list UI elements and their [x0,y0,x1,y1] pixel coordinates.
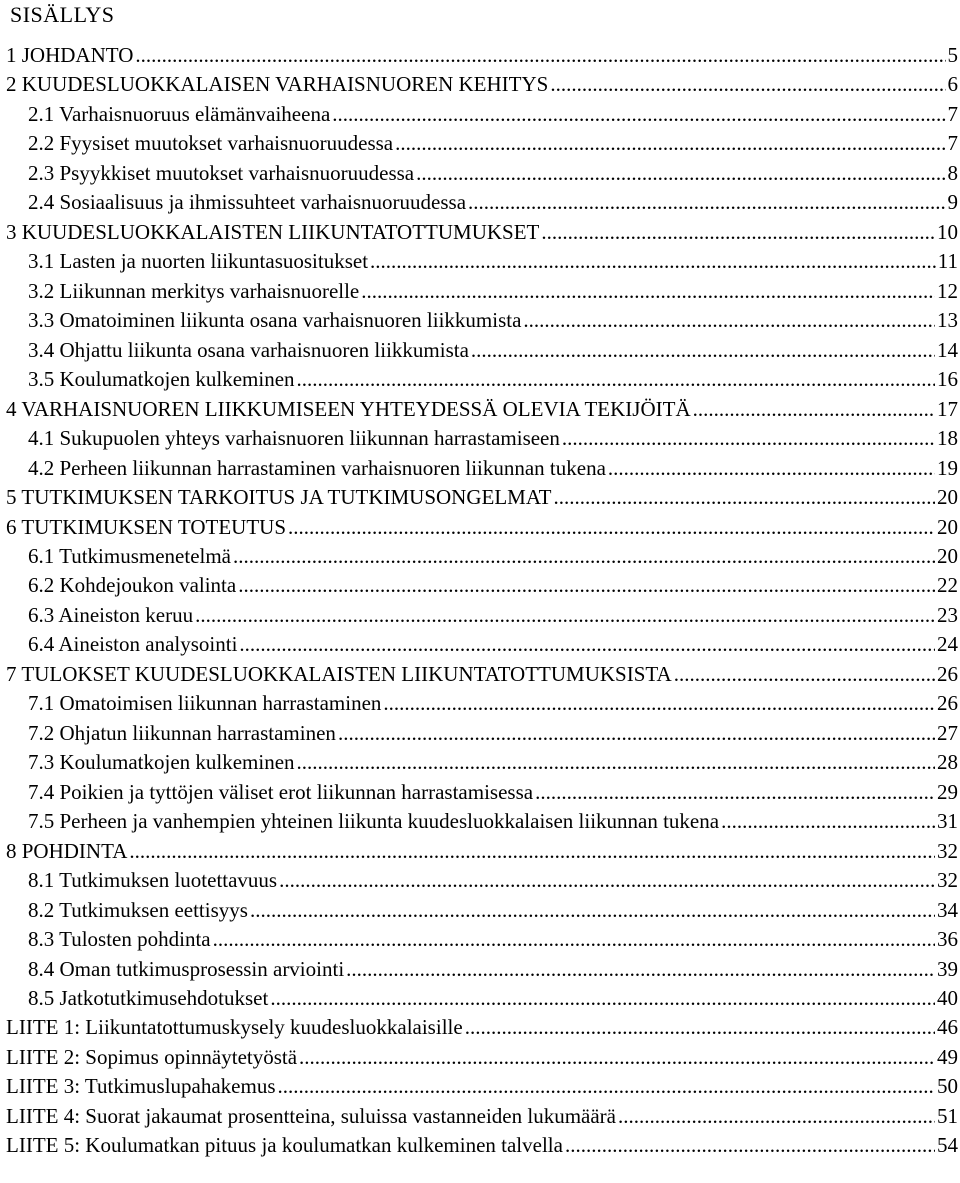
toc-entry-title: 6.1 Tutkimusmenetelmä [28,543,232,568]
toc-page-number: 16 [937,367,958,392]
toc-dot-leader [338,719,935,748]
toc-entry-title: 7.3 Koulumatkojen kulkeminen [28,750,295,775]
toc-section-entry[interactable] [0,454,960,483]
toc-section-entry[interactable] [0,188,960,217]
toc-entry-title: 8.4 Oman tutkimusprosessin arviointi [28,956,345,981]
toc-page-number: 12 [937,278,958,303]
toc-section-entry[interactable] [0,630,960,659]
toc-entry-title: 4.1 Sukupuolen yhteys varhaisnuoren liikunnan harrastamiseen [28,426,560,451]
toc-entry-title: 2.2 Fyysiset muutokset varhaisnuoruudessa [28,131,394,156]
toc-page-number: 20 [937,514,958,539]
toc-entry-title: 6.2 Kohdejoukon valinta [28,573,237,598]
toc-section-entry[interactable] [0,424,960,453]
toc-page-number: 9 [947,190,958,215]
toc-page-number: 7 [947,131,958,156]
toc-dot-leader [129,837,935,866]
toc-page-number: 24 [937,632,958,657]
toc-page-number: 26 [937,661,958,686]
toc-entry-title: 7.1 Omatoimisen liikunnan harrastaminen [28,691,382,716]
toc-section-entry[interactable] [0,925,960,954]
toc-section-entry[interactable] [0,542,960,571]
toc-entry-title: 7.2 Ohjatun liikunnan harrastaminen [28,720,336,745]
toc-page-number: 8 [947,160,958,185]
toc-page-number: 39 [937,956,958,981]
toc-page-number: 20 [937,543,958,568]
toc-entry-title: 8.5 Jatkotutkimusehdotukset [28,986,269,1010]
toc-page-number: 32 [937,868,958,893]
toc-entry-title: 6 TUTKIMUKSEN TOTEUTUS [6,514,287,539]
toc-entry-title: 4 VARHAISNUOREN LIIKKUMISEEN YHTEYDESSÄ OLEVIA TEKIJÖITÄ [6,396,691,421]
toc-section-entry[interactable] [0,719,960,748]
toc-dot-leader [608,454,935,483]
toc-dot-leader [233,542,935,571]
toc-entry-title: LIITE 5: Koulumatkan pituus ja koulumatkan kulkeminen talvella [6,1133,563,1158]
toc-section-entry[interactable] [0,748,960,777]
toc-page-number: 14 [937,337,958,362]
toc-entry-title: 3.2 Liikunnan merkitys varhaisnuorelle [28,278,360,303]
toc-dot-leader [674,660,935,689]
toc-dot-leader [135,41,945,70]
toc-page-number: 22 [937,573,958,598]
toc-dot-leader [468,188,945,217]
toc-entry-title: LIITE 4: Suorat jakaumat prosentteina, suluissa vastanneiden lukumäärä [6,1103,616,1128]
toc-dot-leader [395,129,945,158]
toc-dot-leader [195,601,935,630]
toc-dot-leader [550,70,945,99]
toc-entry-title: 7 TULOKSET KUUDESLUOKKALAISTEN LIIKUNTATOTTUMUKSISTA [6,661,672,686]
toc-appendix-entry[interactable] [0,1043,960,1072]
toc-chapter-entry[interactable] [0,41,960,70]
toc-page-number: 40 [937,986,958,1010]
toc-page-number: 7 [947,101,958,126]
toc-page-number: 29 [937,779,958,804]
toc-section-entry[interactable] [0,866,960,895]
toc-section-entry[interactable] [0,247,960,276]
toc-entry-title: 2.3 Psyykkiset muutokset varhaisnuoruudessa [28,160,415,185]
toc-dot-leader [288,513,935,542]
toc-dot-leader [332,100,945,129]
toc-entry-title: 3.3 Omatoiminen liikunta osana varhaisnuoren liikkumista [28,308,522,333]
toc-section-entry[interactable] [0,306,960,335]
toc-entry-title: 8.1 Tutkimuksen luotettavuus [28,868,278,893]
toc-dot-leader [250,896,935,925]
toc-section-entry[interactable] [0,955,960,984]
toc-page-number: 49 [937,1044,958,1069]
toc-section-entry[interactable] [0,571,960,600]
toc-entry-title: 6.4 Aineiston analysointi [28,632,238,657]
toc-chapter-entry[interactable] [0,395,960,424]
toc-page-number: 17 [937,396,958,421]
toc-entry-title: LIITE 1: Liikuntatottumuskysely kuudesluokkalaisille [6,1015,463,1040]
toc-section-entry[interactable] [0,601,960,630]
toc-section-entry[interactable] [0,778,960,807]
toc-page-number: 31 [937,809,958,834]
toc-title: SISÄLLYS [10,2,115,27]
toc-appendix-entry[interactable] [0,1131,960,1160]
toc-page-number: 11 [937,249,958,274]
toc-dot-leader [618,1102,935,1131]
toc-page-number: 20 [937,485,958,510]
toc-dot-leader [562,424,935,453]
toc-page-number: 18 [937,426,958,451]
toc-page-number: 5 [947,43,958,67]
toc-dot-leader [297,748,935,777]
toc-dot-leader [370,247,936,276]
toc-page-number: 27 [937,720,958,745]
toc-dot-leader [278,1072,936,1101]
toc-dot-leader [465,1013,935,1042]
toc-dot-leader [554,483,936,512]
toc-appendix-entry[interactable] [0,1102,960,1131]
toc-page-number: 23 [937,602,958,627]
toc-page-number: 34 [937,897,958,922]
toc-entry-title: 1 JOHDANTO [6,43,134,67]
toc-section-entry[interactable] [0,100,960,129]
toc-entry-title: 5 TUTKIMUKSEN TARKOITUS JA TUTKIMUSONGELMAT [6,485,552,510]
toc-dot-leader [213,925,935,954]
toc-list [0,41,960,1161]
toc-page-number: 36 [937,927,958,952]
toc-dot-leader [693,395,935,424]
toc-dot-leader [346,955,935,984]
toc-dot-leader [535,778,935,807]
toc-page-number: 51 [937,1103,958,1128]
toc-dot-leader [471,336,935,365]
toc-appendix-entry[interactable] [0,1072,960,1101]
toc-chapter-entry[interactable] [0,218,960,247]
toc-chapter-entry[interactable] [0,70,960,99]
toc-section-entry[interactable] [0,807,960,836]
toc-chapter-entry[interactable] [0,660,960,689]
toc-dot-leader [299,1043,935,1072]
toc-chapter-entry[interactable] [0,483,960,512]
toc-page-number: 10 [937,219,958,244]
toc-dot-leader [297,365,935,394]
toc-entry-title: LIITE 3: Tutkimuslupahakemus [6,1074,276,1099]
toc-dot-leader [238,571,935,600]
toc-section-entry[interactable] [0,365,960,394]
toc-page-number: 19 [937,455,958,480]
toc-page-number: 32 [937,838,958,863]
toc-entry-title: 2 KUUDESLUOKKALAISEN VARHAISNUOREN KEHITYS [6,72,549,97]
toc-section-entry[interactable] [0,277,960,306]
toc-page-number: 26 [937,691,958,716]
toc-entry-title: 7.5 Perheen ja vanhempien yhteinen liikunta kuudesluokkalaisen liikunnan tukena [28,809,720,834]
toc-section-entry[interactable] [0,984,960,1013]
toc-entry-title: 3 KUUDESLUOKKALAISTEN LIIKUNTATOTTUMUKSET [6,219,540,244]
toc-dot-leader [416,159,945,188]
toc-section-entry[interactable] [0,129,960,158]
toc-section-entry[interactable] [0,159,960,188]
toc-entry-title: 6.3 Aineiston keruu [28,602,194,627]
toc-page-number: 6 [947,72,958,97]
toc-page-number: 46 [937,1015,958,1040]
toc-entry-title: 8.2 Tutkimuksen eettisyys [28,897,248,922]
toc-entry-title: 2.1 Varhaisnuoruus elämänvaiheena [28,101,331,126]
toc-chapter-entry[interactable] [0,837,960,866]
toc-entry-title: 8 POHDINTA [6,838,128,863]
toc-page-number: 54 [937,1133,958,1158]
toc-dot-leader [270,984,935,1013]
toc-appendix-entry[interactable] [0,1013,960,1042]
toc-page-number: 28 [937,750,958,775]
toc-section-entry[interactable] [0,336,960,365]
toc-dot-leader [565,1131,935,1160]
toc-entry-title: LIITE 2: Sopimus opinnäytetyöstä [6,1044,298,1069]
toc-entry-title: 3.1 Lasten ja nuorten liikuntasuositukset [28,249,369,274]
toc-entry-title: 3.4 Ohjattu liikunta osana varhaisnuoren liikkumista [28,337,469,362]
toc-entry-title: 8.3 Tulosten pohdinta [28,927,211,952]
toc-dot-leader [541,218,935,247]
toc-entry-title: 7.4 Poikien ja tyttöjen väliset erot liikunnan harrastamisessa [28,779,534,804]
toc-entry-title: 3.5 Koulumatkojen kulkeminen [28,367,295,392]
toc-section-entry[interactable] [0,689,960,718]
toc-page-number: 13 [937,308,958,333]
toc-dot-leader [279,866,935,895]
toc-entry-title: 2.4 Sosiaalisuus ja ihmissuhteet varhaisnuoruudessa [28,190,467,215]
toc-dot-leader [361,277,935,306]
toc-dot-leader [383,689,935,718]
toc-dot-leader [239,630,935,659]
toc-entry-title: 4.2 Perheen liikunnan harrastaminen varhaisnuoren liikunnan tukena [28,455,606,480]
toc-page-number: 50 [937,1074,958,1099]
toc-dot-leader [721,807,935,836]
toc-section-entry[interactable] [0,896,960,925]
toc-chapter-entry[interactable] [0,513,960,542]
toc-dot-leader [523,306,935,335]
